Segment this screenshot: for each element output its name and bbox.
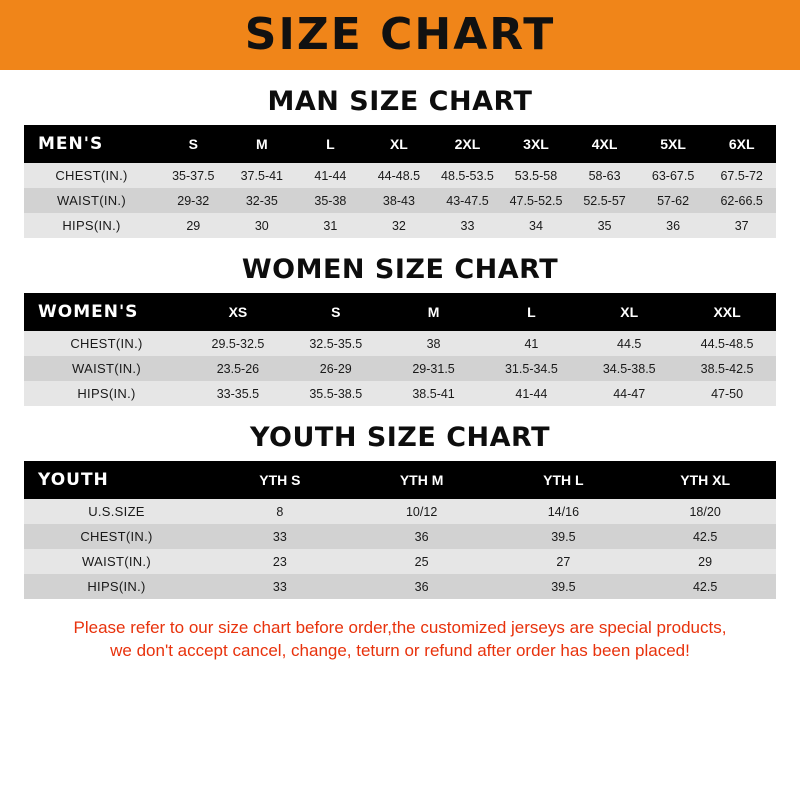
table-cell: 25 bbox=[351, 549, 493, 574]
table-cell: 39.5 bbox=[493, 574, 635, 599]
youth-size-table bbox=[24, 461, 776, 599]
table-cell: 34.5-38.5 bbox=[580, 356, 678, 381]
table-cell: 8 bbox=[209, 499, 351, 524]
table-cell: 36 bbox=[351, 574, 493, 599]
table-row bbox=[24, 356, 776, 381]
table-cell: 48.5-53.5 bbox=[433, 163, 502, 188]
column-header: 2XL bbox=[433, 125, 502, 163]
table-cell: 26-29 bbox=[287, 356, 385, 381]
table-cell: 44.5-48.5 bbox=[678, 331, 776, 356]
row-label: WAIST(IN.) bbox=[24, 188, 159, 213]
table-cell: 36 bbox=[639, 213, 708, 238]
women-section-title: WOMEN SIZE CHART bbox=[241, 254, 559, 285]
column-header: S bbox=[159, 125, 228, 163]
table-cell: 23 bbox=[209, 549, 351, 574]
table-cell: 44-48.5 bbox=[365, 163, 434, 188]
table-cell: 14/16 bbox=[493, 499, 635, 524]
table-cell: 44-47 bbox=[580, 381, 678, 406]
row-label: CHEST(IN.) bbox=[24, 163, 159, 188]
table-cell: 37.5-41 bbox=[228, 163, 297, 188]
table-cell: 34 bbox=[502, 213, 571, 238]
table-cell: 33 bbox=[433, 213, 502, 238]
row-label: U.S.SIZE bbox=[24, 499, 209, 524]
table-cell: 32.5-35.5 bbox=[287, 331, 385, 356]
table-row bbox=[24, 549, 776, 574]
column-header: 5XL bbox=[639, 125, 708, 163]
table-cell: 31 bbox=[296, 213, 365, 238]
table-header-row bbox=[24, 293, 776, 331]
row-label: CHEST(IN.) bbox=[24, 331, 189, 356]
column-header: YTH L bbox=[493, 461, 635, 499]
man-section-title: MAN SIZE CHART bbox=[267, 86, 533, 117]
table-cell: 35.5-38.5 bbox=[287, 381, 385, 406]
row-label: HIPS(IN.) bbox=[24, 381, 189, 406]
table-cell: 33 bbox=[209, 524, 351, 549]
table-cell: 41 bbox=[482, 331, 580, 356]
table-cell: 35 bbox=[570, 213, 639, 238]
column-header: YOUTH bbox=[24, 461, 209, 499]
row-label: CHEST(IN.) bbox=[24, 524, 209, 549]
column-header: L bbox=[296, 125, 365, 163]
table-cell: 35-38 bbox=[296, 188, 365, 213]
footer-note-line-2: we don't accept cancel, change, teturn or refund after order has been placed! bbox=[110, 640, 690, 660]
table-row bbox=[24, 381, 776, 406]
table-row bbox=[24, 331, 776, 356]
table-row bbox=[24, 499, 776, 524]
youth-section-title: YOUTH SIZE CHART bbox=[249, 422, 551, 453]
column-header: 4XL bbox=[570, 125, 639, 163]
table-cell: 38.5-42.5 bbox=[678, 356, 776, 381]
column-header: S bbox=[287, 293, 385, 331]
column-header: YTH XL bbox=[634, 461, 776, 499]
table-cell: 38 bbox=[385, 331, 483, 356]
row-label: WAIST(IN.) bbox=[24, 356, 189, 381]
table-cell: 18/20 bbox=[634, 499, 776, 524]
table-cell: 47.5-52.5 bbox=[502, 188, 571, 213]
table-cell: 29 bbox=[634, 549, 776, 574]
table-cell: 57-62 bbox=[639, 188, 708, 213]
footer-note bbox=[24, 617, 776, 663]
table-cell: 41-44 bbox=[482, 381, 580, 406]
column-header: M bbox=[228, 125, 297, 163]
row-label: HIPS(IN.) bbox=[24, 574, 209, 599]
row-label: WAIST(IN.) bbox=[24, 549, 209, 574]
column-header: XS bbox=[189, 293, 287, 331]
column-header: XL bbox=[580, 293, 678, 331]
table-cell: 33 bbox=[209, 574, 351, 599]
column-header: WOMEN'S bbox=[24, 293, 189, 331]
table-row bbox=[24, 213, 776, 238]
table-row bbox=[24, 524, 776, 549]
table-row bbox=[24, 188, 776, 213]
chart-content bbox=[0, 86, 800, 663]
table-cell: 42.5 bbox=[634, 524, 776, 549]
table-header-row bbox=[24, 461, 776, 499]
table-cell: 32-35 bbox=[228, 188, 297, 213]
table-cell: 67.5-72 bbox=[707, 163, 776, 188]
table-cell: 35-37.5 bbox=[159, 163, 228, 188]
footer-note-line-1: Please refer to our size chart before order,the customized jerseys are special products, bbox=[73, 618, 727, 637]
table-cell: 39.5 bbox=[493, 524, 635, 549]
column-header: YTH S bbox=[209, 461, 351, 499]
table-cell: 29 bbox=[159, 213, 228, 238]
table-cell: 53.5-58 bbox=[502, 163, 571, 188]
table-cell: 47-50 bbox=[678, 381, 776, 406]
column-header: M bbox=[385, 293, 483, 331]
table-cell: 29.5-32.5 bbox=[189, 331, 287, 356]
table-cell: 29-32 bbox=[159, 188, 228, 213]
table-cell: 42.5 bbox=[634, 574, 776, 599]
table-cell: 32 bbox=[365, 213, 434, 238]
page-title: SIZE CHART bbox=[244, 9, 556, 60]
column-header: 6XL bbox=[707, 125, 776, 163]
table-cell: 37 bbox=[707, 213, 776, 238]
table-cell: 36 bbox=[351, 524, 493, 549]
table-cell: 52.5-57 bbox=[570, 188, 639, 213]
column-header: XXL bbox=[678, 293, 776, 331]
table-cell: 33-35.5 bbox=[189, 381, 287, 406]
column-header: MEN'S bbox=[24, 125, 159, 163]
table-row bbox=[24, 163, 776, 188]
man-size-table bbox=[24, 125, 776, 238]
table-cell: 30 bbox=[228, 213, 297, 238]
table-cell: 38.5-41 bbox=[385, 381, 483, 406]
table-row bbox=[24, 574, 776, 599]
table-cell: 10/12 bbox=[351, 499, 493, 524]
table-cell: 63-67.5 bbox=[639, 163, 708, 188]
table-cell: 29-31.5 bbox=[385, 356, 483, 381]
table-cell: 27 bbox=[493, 549, 635, 574]
women-size-table bbox=[24, 293, 776, 406]
table-cell: 43-47.5 bbox=[433, 188, 502, 213]
table-cell: 58-63 bbox=[570, 163, 639, 188]
column-header: 3XL bbox=[502, 125, 571, 163]
header-banner bbox=[0, 0, 800, 70]
table-cell: 31.5-34.5 bbox=[482, 356, 580, 381]
column-header: XL bbox=[365, 125, 434, 163]
table-cell: 62-66.5 bbox=[707, 188, 776, 213]
table-cell: 41-44 bbox=[296, 163, 365, 188]
table-cell: 38-43 bbox=[365, 188, 434, 213]
table-header-row bbox=[24, 125, 776, 163]
row-label: HIPS(IN.) bbox=[24, 213, 159, 238]
table-cell: 44.5 bbox=[580, 331, 678, 356]
column-header: L bbox=[482, 293, 580, 331]
column-header: YTH M bbox=[351, 461, 493, 499]
table-cell: 23.5-26 bbox=[189, 356, 287, 381]
